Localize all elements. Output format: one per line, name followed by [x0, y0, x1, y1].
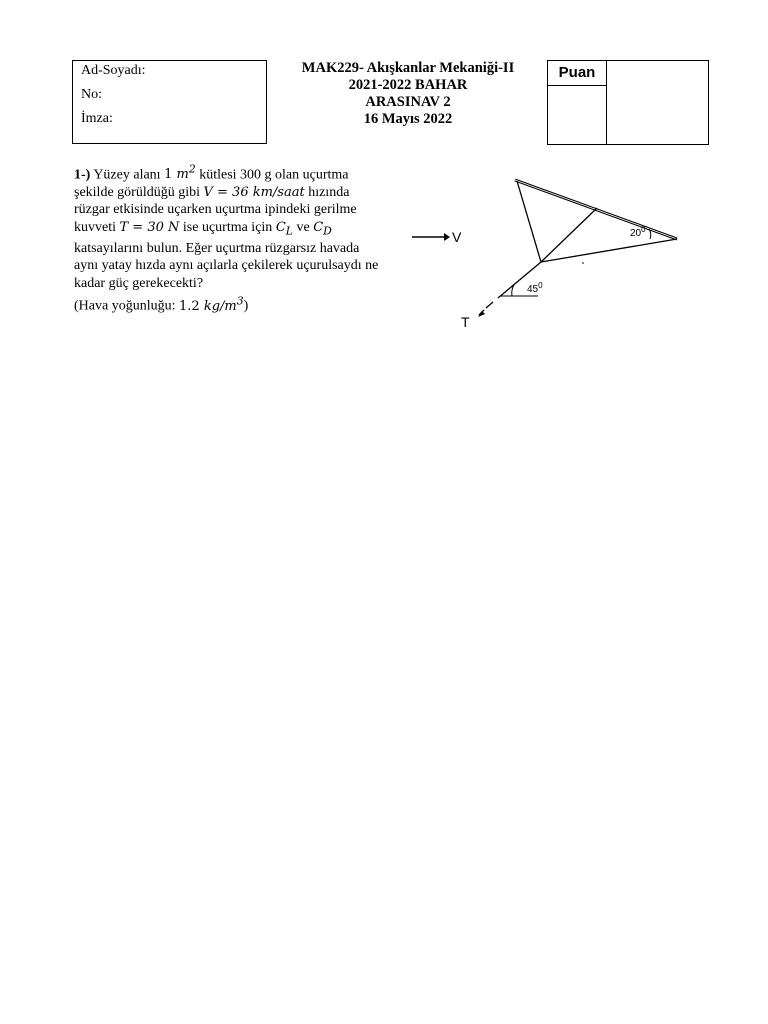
question-text-1: Yüzey alanı: [93, 167, 161, 183]
lift-coefficient: $C_L$: [275, 219, 293, 238]
question-text-5: ve: [296, 219, 310, 235]
wind-label: V: [452, 229, 462, 245]
drag-coefficient: $C_D$: [313, 219, 332, 238]
kite-diagram: [400, 160, 700, 340]
score-divider: [606, 61, 607, 144]
question-1: [74, 161, 384, 315]
course-code: MAK229-: [301, 60, 364, 76]
course-title: [270, 60, 546, 77]
exam-name: ARASINAV 2: [365, 94, 451, 110]
question-text-4: ise uçurtma için: [182, 219, 273, 235]
velocity-expression: V = 36 km/saat: [203, 184, 305, 200]
exam-date: 16 Mayıs 2022: [363, 111, 453, 127]
name-label: Ad-Soyadı:: [81, 63, 146, 78]
area-expression: 1 $m^2$: [164, 163, 196, 183]
question-text-6: katsayılarını bulun. Eğer uçurtma rüzgarsız havada aynı yatay hızda aynı açılarla çekilerek uçurulsaydı ne kadar güç gerekecekti?: [74, 240, 379, 291]
question-text-2: kütlesi 300 g olan uçurtma şekilde görüldüğü gibi: [74, 167, 349, 200]
question-text-3: hızında rüzgar etkisinde uçarken uçurtma ipindeki gerilme kuvveti: [74, 184, 357, 235]
kite-outline: [515, 180, 677, 264]
wind-arrow: [412, 233, 450, 241]
tension-label: T: [461, 314, 470, 330]
density-prefix: (Hava yoğunluğu:: [74, 298, 176, 314]
question-number: 1-): [74, 167, 91, 183]
semester: 2021-2022 BAHAR: [348, 77, 468, 93]
signature-label: İmza:: [81, 111, 113, 126]
string-angle-label: $45^0$: [527, 281, 543, 295]
number-label: No:: [81, 87, 102, 102]
score-table: [547, 60, 709, 145]
score-label-divider: [548, 85, 606, 86]
score-label: Puan: [558, 64, 596, 81]
tension-expression: T = 30 N: [119, 219, 180, 235]
student-info-box: [72, 60, 267, 144]
exam-header: [270, 60, 546, 128]
course-name: Akışkanlar Mekaniği-II: [366, 60, 515, 76]
kite-angle-label: $20^0$: [630, 225, 646, 239]
density-expression: 1.2 $kg/m^3$: [178, 294, 244, 314]
density-suffix: ): [243, 298, 249, 314]
